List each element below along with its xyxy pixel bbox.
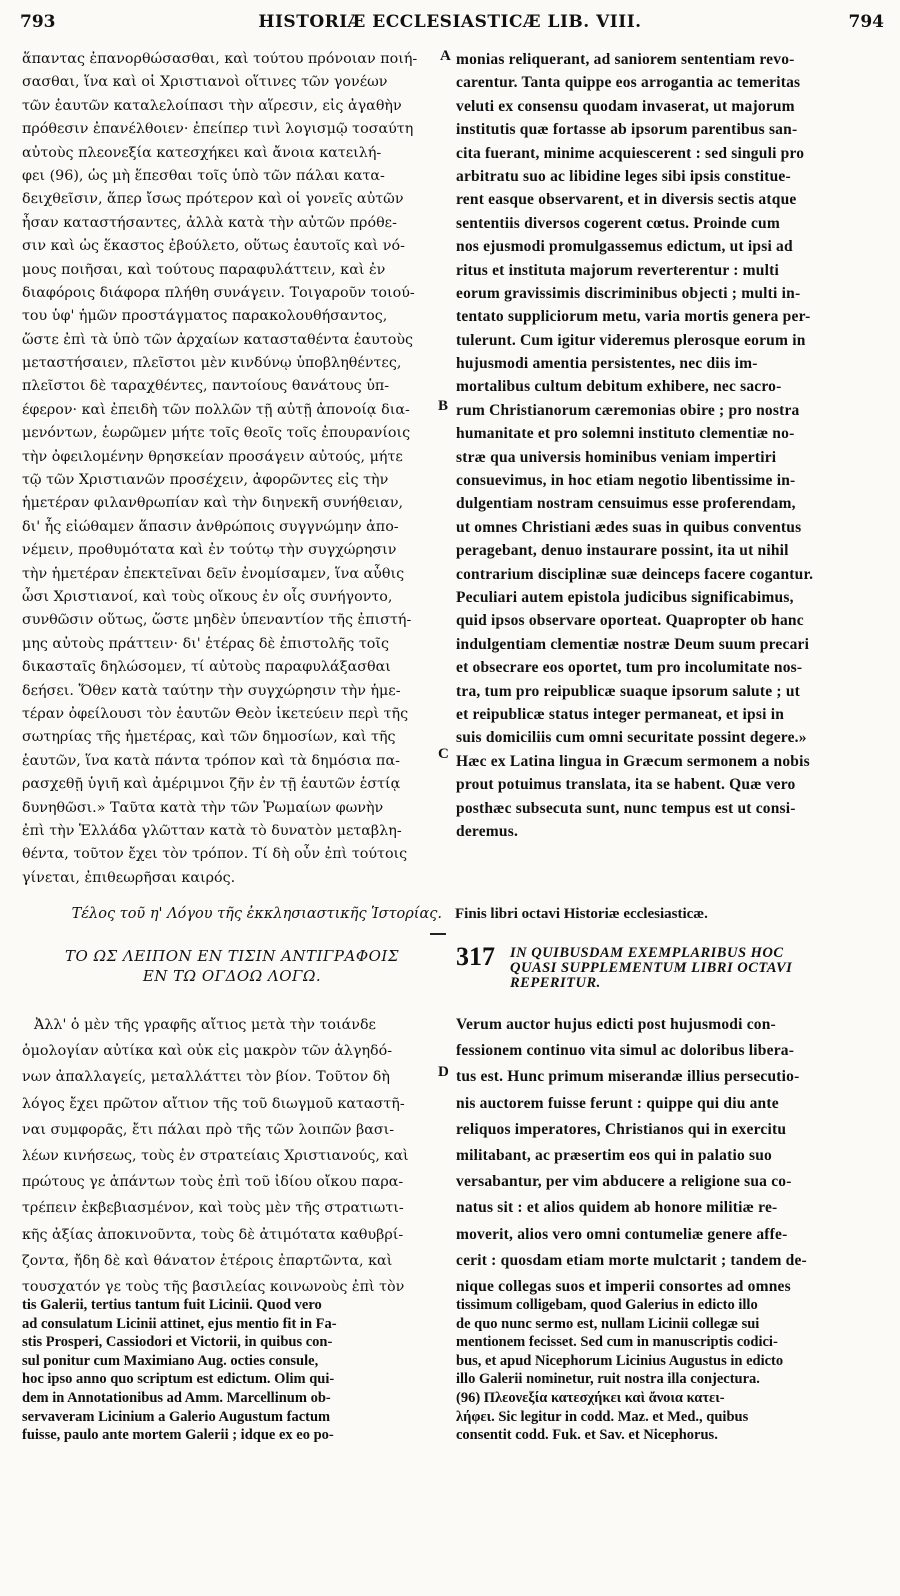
greek-text-line: ζοντα, ἤδη δὲ καὶ θάνατον ἑτέροις ἐπαρτῶντα, καὶ	[22, 1252, 393, 1269]
latin-section-number: 317	[456, 942, 495, 971]
latin-text-line: dulgentiam nostram censuimus esse proferendam,	[456, 495, 796, 513]
greek-text-line: δυνηθῶσι.» Ταῦτα κατὰ τὴν τῶν Ῥωμαίων φωνὴν	[22, 799, 384, 816]
page-number-left: 793	[20, 12, 56, 32]
greek-text-line: νέμειν, προθυμότατα καὶ ἐν τούτῳ τὴν συγχώρησιν	[22, 542, 397, 559]
greek-text-line: νων ἀπαλλαγείς, μεταλλάττει τὸν βίον. Τοῦτον δὴ	[22, 1069, 390, 1086]
greek-text-line: φει (96), ὡς μὴ ἕπεσθαι τοῖς ὑπὸ τῶν πάλαι κατα-	[22, 167, 385, 184]
latin-text-line: tra, tum pro reipublicæ suaque ipsorum salute ; ut	[456, 682, 800, 700]
greek-text-line: Ἀλλ' ὁ μὲν τῆς γραφῆς αἴτιος μετὰ τὴν τοιάνδε	[34, 1017, 376, 1033]
latin-section-heading	[510, 946, 890, 991]
latin-text-line: deremus.	[456, 822, 519, 840]
greek-text-line: σασθαι, ἵνα καὶ οἱ Χριστιανοὶ οἵτινες τῶν γονέων	[22, 74, 388, 91]
latin-section-heading-line: IN QUIBUSDAM EXEMPLARIBUS HOC	[510, 945, 784, 961]
latin-text-line: rent easque observarent, et in diversis sectis atque	[456, 191, 797, 209]
latin-text-line: contrarium disciplinæ suæ deinceps facere cogantur.	[456, 565, 814, 583]
latin-text-line: fessionem continuo vita simul ac doloribus libera-	[456, 1042, 795, 1060]
latin-text-line: carentur. Tanta quippe eos arrogantia ac temeritas	[456, 74, 801, 92]
latin-text-line: Peculiari autem epistola judicibus significabimus,	[456, 588, 794, 606]
footnote-line: servaveram Licinium a Galerio Augustum factum	[22, 1408, 331, 1425]
footnotes-right	[456, 1296, 888, 1445]
greek-text-line: του ὑφ' ἡμῶν προστάγματος παρακολουθήσαντος,	[22, 308, 388, 325]
greek-text-line: μεταστήσαιεν, πλεῖστοι μὲν κινδύνῳ ὑποβληθέντες,	[22, 355, 402, 372]
latin-text-line: arbitratu suo ac libidine leges sibi ipsis constitue-	[456, 167, 791, 185]
greek-text-line: λέων κινήσεως, τοὺς ἐν στρατείαις Χριστιανούς, καὶ	[22, 1147, 409, 1164]
margin-marker-b: B	[438, 398, 449, 414]
divider	[430, 933, 446, 935]
latin-text-line: moverit, alios vero omni contumeliæ genere affe-	[456, 1225, 788, 1243]
footnote-line: consentit codd. Fuk. et Sav. et Nicephorus.	[456, 1427, 718, 1444]
latin-text-line: militabant, ac præsertim eos qui in palatio suo	[456, 1146, 772, 1164]
latin-text-line: sententiis diversos cogerent cœtus. Proinde cum	[456, 214, 780, 232]
footnote-line: tis Galerii, tertius tantum fuit Licinii. Quod vero	[22, 1297, 322, 1313]
running-title: HISTORIÆ ECCLESIASTICÆ LIB. VIII.	[258, 12, 642, 32]
latin-text-line: nique collegas suos et imperii consortes ad omnes	[456, 1277, 791, 1295]
latin-text-line: ritus et instituta majorum reverterentur : multi	[456, 261, 779, 279]
latin-text-line: hujusmodi amentia persistentes, nec diis im-	[456, 355, 758, 373]
latin-text-line: quid ipsos observare oporteat. Quapropter ob hanc	[456, 612, 804, 630]
greek-text-line: αὐτοὺς πλεονεξία κατεσχήκει καὶ ἄνοια κατειλή-	[22, 144, 382, 161]
greek-section-heading-line: ΤΟ ΩΣ ΛΕΙΠΟΝ ΕΝ ΤΙΣΙΝ ΑΝΤΙΓΡΑΦΟΙΣ	[65, 947, 399, 965]
greek-column-supplement	[22, 1012, 442, 1300]
greek-text-line: δικασταῖς δηλώσομεν, τί αὐτοὺς παραφυλάξασθαι	[22, 659, 391, 676]
greek-text-line: πρώτους γε ἁπάντων τοὺς ἐπὶ τοῦ ἰδίου οἴκου παρα-	[22, 1174, 404, 1191]
latin-text-line: monias reliquerant, ad saniorem sententiam revo-	[456, 51, 795, 68]
greek-text-line: θέντα, τοῦτον ἔχει τὸν τρόπον. Τί δὴ οὖν ἐπὶ τούτοις	[22, 846, 408, 863]
greek-text-line: ἐπὶ τὴν Ἑλλάδα γλῶτταν κατὰ τὸ δυνατὸν μεταβλη-	[22, 822, 402, 839]
greek-text-line: μης αὐτοὺς πράττειν· δι' ἑτέρας δὲ ἐπιστολῆς τοῖς	[22, 635, 389, 652]
latin-text-line: suis domiciliis cum omni securitate possint degere.»	[456, 729, 807, 747]
latin-text-line: rum Christianorum cæremonias obire ; pro nostra	[456, 401, 800, 419]
latin-section-heading-line: QUASI SUPPLEMENTUM LIBRI OCTAVI	[510, 960, 793, 976]
greek-text-line: ἅπαντας ἐπανορθώσασθαι, καὶ τούτου πρόνοιαν ποιή-	[22, 51, 418, 67]
greek-text-line: δεήσει. Ὅθεν κατὰ ταύτην τὴν συγχώρησιν τὴν ἡμε-	[22, 682, 401, 699]
latin-text-line: nis auctorem fuisse ferunt : quippe qui diu ante	[456, 1094, 779, 1112]
greek-text-line: πρόθεσιν ἐπανέλθοιεν· ἐπείπερ τινὶ λογισμῷ τοσαύτη	[22, 121, 414, 138]
latin-section-heading-line: REPERITUR.	[510, 975, 601, 991]
greek-text-line: ἡμετέραν φιλανθρωπίαν καὶ τὴν διηνεκῆ συνήθειαν,	[22, 495, 404, 512]
greek-text-line: τῷ τῶν Χριστιανῶν προσέχειν, ἀφορῶντες εἰς τὴν	[22, 472, 389, 489]
latin-text-line: tus est. Hunc primum miserandæ illius persecutio-	[456, 1068, 800, 1086]
latin-text-line: mortalibus cultum debitum exhibere, nec sacro-	[456, 378, 782, 396]
latin-text-line: et obsecrare eos oportet, tum pro incolumitate nos-	[456, 659, 803, 677]
footnote-line: (96) Πλεονεξία κατεσχήκει καὶ ἄνοια κατει-	[456, 1389, 725, 1406]
footnote-line: de quo nunc sermo est, nullam Licinii collegæ sui	[456, 1315, 760, 1332]
greek-text-line: γίνεται, ἐπιθεωρῆσαι καιρός.	[22, 869, 236, 886]
greek-text-line: τουσχατόν γε τοὺς τῆς βασιλείας κοινωνοὺς ἐπὶ τὸν	[22, 1278, 405, 1295]
greek-text-line: τῶν ἑαυτῶν καταλελοίπασι τὴν αἵρεσιν, εἰς ἀγαθὴν	[22, 97, 402, 114]
greek-text-line: δι' ἧς εἰώθαμεν ἅπασιν ἀνθρώποις συγγνώμην ἀπο-	[22, 518, 399, 535]
footnote-line: stis Prosperi, Cassiodori et Victorii, in quibus con-	[22, 1334, 333, 1351]
latin-text-line: ut omnes Christiani ædes suas in quibus conventus	[456, 518, 802, 536]
greek-text-line: ναι συμφορᾶς, ἔτι πάλαι πρὸ τῆς τῶν λοιπῶν βασι-	[22, 1121, 395, 1138]
latin-text-line: prout potuimus translata, ita se habent. Quæ vero	[456, 776, 796, 794]
latin-text-line: Verum auctor hujus edicti post hujusmodi con-	[456, 1016, 776, 1033]
latin-text-line: institutis quæ fortasse ab ipsorum parentibus san-	[456, 121, 798, 139]
latin-text-line: nos ejusmodi promulgassemus edictum, ut ipsi ad	[456, 238, 793, 256]
footnote-line: λήφει. Sic legitur in codd. Maz. et Med., quibus	[456, 1408, 749, 1425]
greek-column	[22, 48, 442, 890]
greek-text-line: τὴν ὀφειλομένην θρησκείαν προσάγειν αὐτούς, μήτε	[22, 448, 403, 465]
margin-marker-a: A	[440, 48, 451, 64]
latin-text-line: cerit : quosdam etiam morte mulctarit ; tandem de-	[456, 1251, 807, 1269]
latin-column-supplement	[456, 1012, 888, 1300]
greek-text-line: ἑαυτῶν, ἵνα κατὰ πάντα τρόπον καὶ τὰ δημόσια πα-	[22, 752, 400, 769]
greek-text-line: τέραν ὀφείλουσι τὸν ἑαυτῶν Θεὸν ἱκετεύειν περὶ τῆς	[22, 705, 409, 722]
greek-text-line: σωτηρίας τῆς ἡμετέρας, καὶ τῶν δημοσίων, καὶ τῆς	[22, 729, 396, 746]
greek-text-line: ἦσαν καταστήσαντες, ἀλλὰ κατὰ τὴν αὐτῶν πρόθε-	[22, 214, 397, 231]
footnote-line: ad consulatum Licinii attinet, ejus mentio fit in Fa-	[22, 1315, 337, 1332]
greek-text-line: τὴν ἡμετέραν ἐπεκτεῖναι δεῖν ἐνομίσαμεν, ἵνα αὖθις	[22, 565, 405, 582]
greek-text-line: κῆς ἀξίας ἀποκινοῦντα, τοὺς δὲ ἀτιμότατα καθυβρί-	[22, 1226, 404, 1243]
latin-text-line: tentato suppliciorum metu, varia mortis genera per-	[456, 308, 811, 326]
greek-text-line: δειχθεῖσιν, ἅπερ ἴσως πρότερον καὶ οἱ γονεῖς αὐτῶν	[22, 191, 404, 208]
footnote-line: mentionem fecisset. Sed cum in manuscriptis codici-	[456, 1334, 778, 1351]
greek-text-line: ρασχεθῇ ὑγιῆ καὶ ἀμέριμνοι ζῆν ἐν τῇ ἑαυτῶν ἑστίᾳ	[22, 776, 401, 793]
latin-text-line: natus sit : et alios quidem ab honore militiæ re-	[456, 1199, 778, 1217]
greek-text-line: μενόντων, ἑωρῶμεν μήτε τοῖς θεοῖς τοῖς ἐπουρανίοις	[22, 425, 411, 442]
greek-text-line: ὥστε ἐπὶ τὰ ὑπὸ τῶν ἀρχαίων κατασταθέντα ἑαυτοὺς	[22, 331, 414, 348]
footnote-line: illo Galerii nominetur, ruit nostra illa conjectura.	[456, 1371, 760, 1388]
margin-marker-d: D	[438, 1064, 449, 1080]
latin-column	[456, 48, 888, 843]
latin-book-end: Finis libri octavi Historiæ ecclesiasticæ.	[455, 906, 708, 922]
latin-text-line: veluti ex consensu quodam invaserat, ut majorum	[456, 97, 795, 115]
latin-text-line: peragebant, denuo instaurare possint, ita ut nihil	[456, 542, 789, 560]
greek-text-line: λόγος ἔχει πρῶτον αἴτιον τῆς τοῦ διωγμοῦ καταστῆ-	[22, 1095, 405, 1112]
latin-text-line: versabantur, per vim abducere a religione sua co-	[456, 1173, 792, 1191]
greek-text-line: έφερον· καὶ ἐπειδὴ τῶν πολλῶν τῇ αὐτῇ ἀπονοίᾳ δια-	[22, 401, 410, 418]
footnotes-left	[22, 1296, 442, 1445]
latin-text-line: consuevimus, in hoc etiam negotio libentissime in-	[456, 472, 796, 490]
footnote-line: bus, et apud Nicephorum Licinius Augustus in edicto	[456, 1352, 784, 1369]
latin-text-line: et reipublicæ status integer permaneat, et ipsi in	[456, 705, 785, 723]
latin-text-line: eorum gravissimis discriminibus objecti ; multi in-	[456, 284, 801, 302]
footnote-line: tissimum colligebam, quod Galerius in edicto illo	[456, 1297, 758, 1313]
latin-text-line: stræ qua universis hominibus veniam impertiri	[456, 448, 777, 466]
latin-text-line: indulgentiam clementiæ nostræ Deum suum precari	[456, 635, 810, 653]
latin-text-line: humanitate et pro solemni instituto clementiæ no-	[456, 425, 795, 443]
margin-marker-c: C	[438, 746, 449, 762]
latin-text-line: tulerunt. Cum igitur videremus plerosque eorum in	[456, 331, 806, 349]
greek-text-line: συνθῶσιν οὕτως, ὥστε μηδὲν ὑπεναντίον τῆς ἐπιστή-	[22, 612, 412, 629]
greek-section-heading	[22, 946, 442, 986]
latin-text-line: cita fuerant, minime acquiescerent : sed singuli pro	[456, 144, 805, 162]
latin-text-line: Hæc ex Latina lingua in Græcum sermonem a nobis	[456, 752, 810, 770]
greek-text-line: τρέπειν ἐκβεβιασμένον, καὶ τοὺς μὲν τῆς στρατιωτι-	[22, 1200, 404, 1217]
latin-text-line: reliquos imperatores, Christianos qui in exercitu	[456, 1120, 787, 1138]
greek-section-heading-line: ΕΝ ΤΩ ΟΓΔΟΩ ΛΟΓΩ.	[142, 967, 322, 985]
footnote-line: fuisse, paulo ante mortem Galerii ; idque ex eo po-	[22, 1427, 334, 1444]
running-header	[0, 10, 900, 44]
greek-text-line: σιν καὶ ὡς ἕκαστος ἐβούλετο, οὕτως ἑαυτοῖς καὶ νό-	[22, 238, 405, 255]
footnote-line: hoc ipso anno quo scriptum est edictum. Olim qui-	[22, 1371, 335, 1388]
greek-text-line: διαφόροις διάφορα πλήθη συνάγειν. Τοιγαροῦν τοιού-	[22, 284, 415, 301]
greek-text-line: πλεῖστοι δὲ ταραχθέντες, παντοίους θανάτους ὑπ-	[22, 378, 390, 395]
greek-text-line: ὦσι Χριστιανοί, καὶ τοὺς οἴκους ἐν οἷς συνήγοντο,	[22, 588, 393, 605]
footnote-line: sul ponitur cum Maximiano Aug. octies consule,	[22, 1352, 319, 1369]
latin-text-line: posthæc subsecuta sunt, nunc tempus est ut consi-	[456, 799, 796, 817]
greek-text-line: ὁμολογίαν αὐτίκα καὶ οὐκ εἰς μακρὸν τῶν ἀλγηδό-	[22, 1043, 393, 1060]
page-number-right: 794	[848, 12, 884, 32]
greek-book-end: Τέλος τοῦ η' Λόγου τῆς ἐκκλησιαστικῆς Ἱστορίας.	[71, 906, 442, 922]
footnote-line: dem in Annotationibus ad Amm. Marcellinum ob-	[22, 1389, 331, 1406]
greek-text-line: μους ποιῆσαι, καὶ τούτους παραφυλάττειν, καὶ ἐν	[22, 261, 386, 278]
